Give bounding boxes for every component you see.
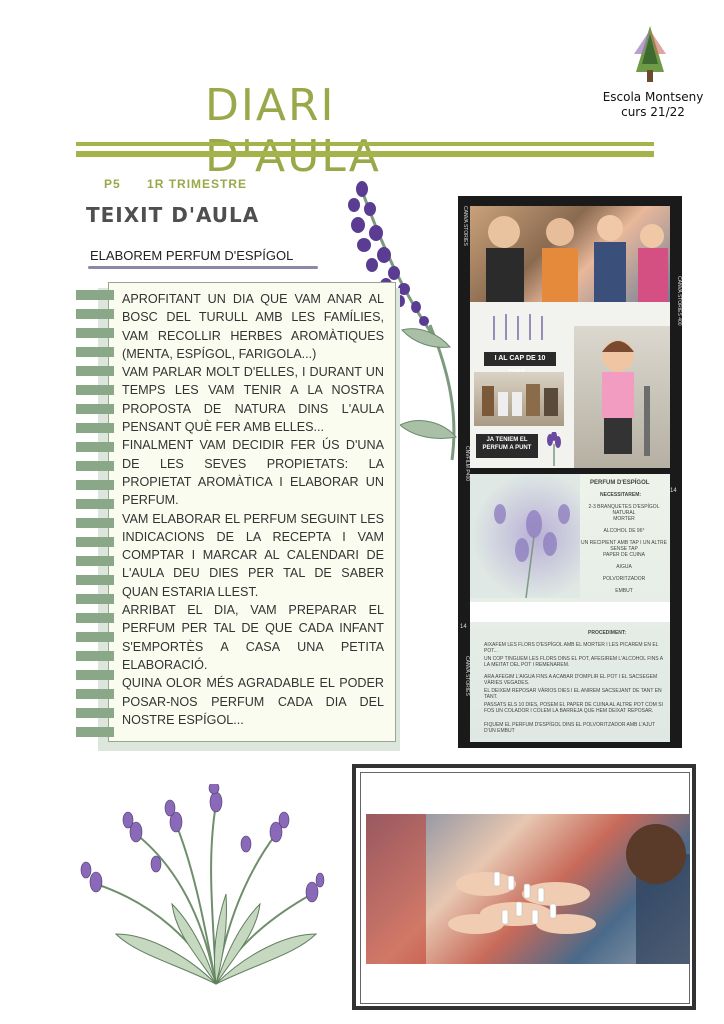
frame-number: 14	[460, 624, 467, 630]
procedure-step: ARA AFEGIM L'AIGUA FINS A ACABAR D'OMPLIR EL POT I EL SACSEGEM VÀRIES VEGADES.	[484, 674, 658, 686]
ingredient: ALCOHOL DE 96°	[603, 528, 645, 534]
spiral-ring	[76, 632, 114, 642]
ingredient: AIGUA	[616, 564, 632, 570]
ingredient: UN RECIPIENT AMB TAP I UN ALTRE SENSE TAP	[581, 540, 667, 552]
spiral-ring	[76, 556, 114, 566]
recipe-needs-title: NECESSITAREM:	[600, 492, 642, 498]
subtitle-underline	[88, 266, 318, 269]
film-label: CNVFILM P400	[464, 446, 470, 482]
girl-photo	[574, 326, 670, 468]
filmstrip	[458, 196, 682, 748]
spiral-ring	[76, 670, 114, 680]
lavender-doodle	[484, 310, 554, 342]
caption-label: JA TENIEM EL PERFUM A PUNT	[476, 434, 538, 458]
spiral-ring	[76, 594, 114, 604]
recipe-title: PERFUM D'ESPÍGOL	[590, 480, 650, 486]
paragraph: VAM ELABORAR EL PERFUM SEGUINT LES INDICACIONS DE LA RECEPTA I VAM COMPTAR I MARCAR AL CALENDARI DE L'AULA DEU DIES PER TAL DE SABER QUAN ESTARIA LLEST.	[122, 511, 384, 599]
class-meta	[104, 177, 269, 191]
spiral-ring	[76, 309, 114, 319]
page-title: DIARI	[205, 80, 336, 131]
procedure-step: AIXAFEM LES FLORS D'ESPÍGOL AMB EL MORTER I LES PICAREM EN EL POT...	[484, 642, 659, 654]
frame-number: 14	[670, 488, 677, 494]
tree-logo-icon	[630, 24, 670, 84]
term-label: 1R TRIMESTRE	[147, 177, 248, 191]
recipe-frame	[470, 474, 670, 742]
film-label: CANVA STORIES	[462, 206, 468, 246]
spiral-ring	[76, 727, 114, 737]
lavender-bouquet-illustration	[76, 784, 326, 994]
paragraph: FINALMENT VAM DECIDIR FER ÚS D'UNA DE LES SEVES PROPIETATS: LA PROPIETAT AROMÀTICA I ELABORAR UN PERFUM.	[122, 438, 384, 508]
ingredient: POLVORITZADOR	[602, 576, 646, 582]
spiral-ring	[76, 518, 114, 528]
spiral-ring	[76, 689, 114, 699]
spiral-ring	[76, 442, 114, 452]
frame-gap	[470, 602, 670, 622]
section-title: TEIXIT D'AULA	[86, 203, 260, 227]
jars-photo	[474, 372, 564, 426]
spiral-ring	[76, 575, 114, 585]
ingredient: MORTER	[613, 516, 635, 522]
spiral-ring	[76, 537, 114, 547]
ingredient: 2-3 BRANQUETES D'ESPÍGOL NATURAL	[588, 504, 660, 516]
procedure-step: FIQUEM EL PERFUM D'ESPÍGOL DINS EL POLVORITZADOR AMB L'AJUT D'UN EMBUT	[484, 722, 655, 734]
spiral-ring	[76, 328, 114, 338]
spiral-ring	[76, 651, 114, 661]
title-rule-bottom	[76, 151, 654, 157]
spiral-ring	[76, 290, 114, 300]
children-hands-photo	[366, 814, 690, 964]
spiral-ring	[76, 461, 114, 471]
procedure-step: EL DEIXEM REPOSAR VÀRIOS DIES I EL ANIREM SACSEJANT DE TANT EN TANT.	[484, 688, 662, 700]
collage-frame	[470, 206, 670, 468]
procedure-step: PASSATS ELS 10 DIES, POSEM EL PAPER DE CUINA AL ALTRE POT COM SI FOS UN COLADOR I COLEM LA BARREJA QUE HEM DEIXAT REPOSAR.	[484, 702, 663, 714]
film-label: CANVA STORIES 400	[676, 276, 682, 326]
school-name: Escola Montseny	[602, 90, 704, 104]
paragraph: APROFITANT UN DIA QUE VAM ANAR AL BOSC DEL TURULL AMB LES FAMÍLIES, VAM RECOLLIR HERBES AROMÀTIQUES (MENTA, ESPÍGOL, FARIGOLA...)	[122, 292, 384, 361]
paragraph: ARRIBAT EL DIA, VAM PREPARAR EL PERFUM PER TAL DE QUE CADA INFANT S'EMPORTÈS A CASA UNA PETITA ELABORACIÓ.	[122, 603, 384, 672]
ingredient: EMBUT	[615, 588, 633, 594]
spiral-ring	[76, 499, 114, 509]
spiral-ring	[76, 385, 114, 395]
paragraph: VAM PARLAR MOLT D'ELLES, I DURANT UN TEMPS LES VAM TENIR A LA NOSTRA PROPOSTA DE NATURA DINS L'AULA PENSANT QUÈ FER AMB ELLES...	[122, 365, 384, 435]
photo-frame	[352, 764, 696, 1010]
procedure-step: UN COP TINGUEM LES FLORS DINS EL POT, AFEGIREM L'ALCOHOL FINS A LA MEITAT DEL POT I REMENAREM.	[484, 656, 663, 668]
paragraph: QUINA OLOR MÉS AGRADABLE EL PODER POSAR-NOS PERFUM CADA DIA DEL NOSTRE ESPÍGOL...	[122, 676, 384, 727]
school-label	[598, 90, 708, 120]
school-year: curs 21/22	[621, 105, 685, 119]
children-photo	[470, 206, 670, 302]
caption-label: I AL CAP DE 10	[484, 352, 556, 366]
spiral-ring	[76, 404, 114, 414]
procedure-title: PROCEDIMENT:	[588, 630, 627, 636]
spiral-ring	[76, 347, 114, 357]
spiral-ring	[76, 366, 114, 376]
article-body	[122, 290, 384, 729]
film-label: CANVA STORIES	[464, 656, 470, 696]
spiral-ring	[76, 613, 114, 623]
spiral-ring	[76, 480, 114, 490]
spiral-ring	[76, 423, 114, 433]
spiral-ring	[76, 708, 114, 718]
title-rule-top	[76, 142, 654, 146]
lavender-photo	[470, 474, 580, 598]
section-subtitle: ELABOREM PERFUM D'ESPÍGOL	[90, 248, 294, 263]
lavender-small-icon	[542, 432, 566, 466]
grade-label: P5	[104, 177, 121, 191]
ingredient: PAPER DE CUINA	[603, 552, 645, 558]
